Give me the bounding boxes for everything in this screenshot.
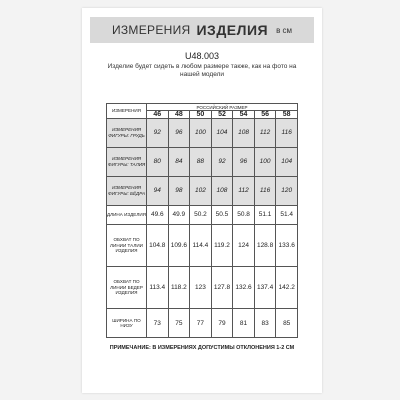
table-cell: 108 [233,119,255,148]
table-cell: 102 [190,176,212,205]
table-cell: 119.2 [211,224,233,266]
table-cell: 128.8 [254,224,276,266]
row-label: ИЗМЕРЕНИЯ ФИГУРЫ: БЁДРА [107,176,147,205]
title-unit: в см [276,25,293,35]
fit-note: Изделие будет сидеть в любом размере также, как на фото на нашей модели [107,63,297,78]
table-cell: 116 [276,119,298,148]
table-cell: 120 [276,176,298,205]
row-label: ОБХВАТ ПО ЛИНИИ ТАЛИИ ИЗДЕЛИЯ [107,224,147,266]
table-row [107,205,298,224]
size-table [106,103,298,338]
table-cell: 77 [190,309,212,338]
table-row [107,224,298,266]
table-cell: 112 [233,176,255,205]
table-cell: 92 [211,147,233,176]
table-cell: 85 [276,309,298,338]
footer-note: ПРИМЕЧАНИЕ: В ИЗМЕРЕНИЯХ ДОПУСТИМЫ ОТКЛОНЕНИЯ 1-2 СМ [109,345,295,351]
table-cell: 88 [190,147,212,176]
table-row [107,176,298,205]
table-cell: 98 [168,176,190,205]
table-cell: 118.2 [168,266,190,308]
title-word-product: ИЗДЕЛИЯ [196,22,269,38]
size-header-cell: 46 [147,111,169,119]
table-cell: 112 [254,119,276,148]
table-cell: 123 [190,266,212,308]
table-cell: 80 [147,147,169,176]
table-cell: 108 [211,176,233,205]
table-cell: 49.6 [147,205,169,224]
table-cell: 92 [147,119,169,148]
row-label: ИЗМЕРЕНИЯ ФИГУРЫ: ГРУДЬ [107,119,147,148]
table-row [107,147,298,176]
table-cell: 104.8 [147,224,169,266]
size-header-cell: 56 [254,111,276,119]
row-label: ОБХВАТ ПО ЛИНИИ БЕДЕР ИЗДЕЛИЯ [107,266,147,308]
table-cell: 94 [147,176,169,205]
title-word-measurements: ИЗМЕРЕНИЯ [111,23,191,37]
table-cell: 49.9 [168,205,190,224]
size-header-cell: 54 [233,111,255,119]
table-cell: 114.4 [190,224,212,266]
size-header-cell: 52 [211,111,233,119]
russian-size-header: РОССИЙСКИЙ РАЗМЕР [147,104,298,111]
table-cell: 132.6 [233,266,255,308]
table-cell: 116 [254,176,276,205]
table-cell: 100 [254,147,276,176]
size-header-cell: 50 [190,111,212,119]
table-cell: 73 [147,309,169,338]
table-cell: 133.6 [276,224,298,266]
table-cell: 142.2 [276,266,298,308]
row-label: ШИРИНА ПО НИЗУ [107,309,147,338]
table-cell: 113.4 [147,266,169,308]
title-banner [90,17,314,43]
table-cell: 96 [233,147,255,176]
size-chart-sheet [82,8,322,393]
product-code: U48.003 [184,51,220,61]
corner-label: ИЗМЕРЕНИЯ [107,104,147,119]
row-label: ИЗМЕРЕНИЯ ФИГУРЫ: ТАЛИЯ [107,147,147,176]
table-cell: 127.8 [211,266,233,308]
table-cell: 51.4 [276,205,298,224]
size-header-cell: 48 [168,111,190,119]
table-cell: 83 [254,309,276,338]
table-cell: 50.2 [190,205,212,224]
table-row [107,309,298,338]
row-label: ДЛИНА ИЗДЕЛИЯ [107,205,147,224]
table-cell: 137.4 [254,266,276,308]
table-cell: 124 [233,224,255,266]
table-cell: 75 [168,309,190,338]
table-cell: 81 [233,309,255,338]
table-cell: 109.6 [168,224,190,266]
table-cell: 84 [168,147,190,176]
table-body [107,119,298,338]
table-cell: 51.1 [254,205,276,224]
table-cell: 50.5 [211,205,233,224]
table-row [107,119,298,148]
size-header-cell: 58 [276,111,298,119]
table-cell: 96 [168,119,190,148]
table-cell: 79 [211,309,233,338]
table-cell: 104 [276,147,298,176]
table-cell: 50.8 [233,205,255,224]
table-cell: 104 [211,119,233,148]
table-cell: 100 [190,119,212,148]
table-row [107,266,298,308]
